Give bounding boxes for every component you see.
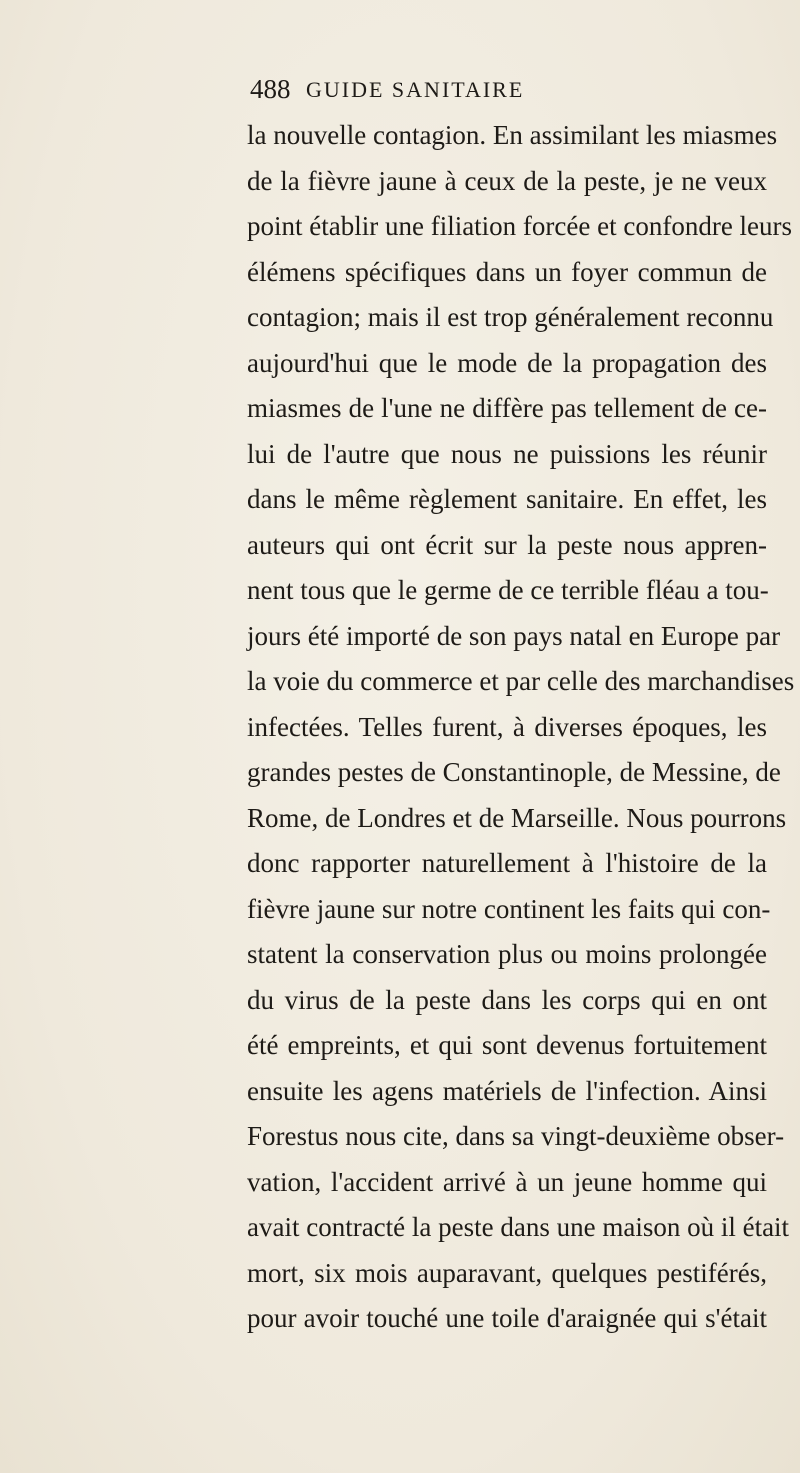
text-line: la voie du commerce et par celle des marchandises [247, 666, 795, 696]
text-line: nent tous que le germe de ce terrible fléau a tou- [247, 575, 769, 605]
text-line: donc rapporter naturellement à l'histoire de la [247, 848, 767, 878]
text-line: grandes pestes de Constantinople, de Messine, de [247, 757, 781, 787]
text-line: mort, six mois auparavant, quelques pestiférés, [247, 1257, 767, 1288]
text-line: Forestus nous cite, dans sa vingt-deuxième obser- [247, 1121, 785, 1151]
text-line: lui de l'autre que nous ne puissions les réunir [247, 438, 767, 469]
text-line: statent la conservation plus ou moins prolongée [247, 939, 767, 969]
page-header [250, 74, 750, 114]
text-line: du virus de la peste dans les corps qui en ont [247, 984, 767, 1015]
text-line: contagion; mais il est trop généralement reconnu [247, 302, 774, 332]
text-line: auteurs qui ont écrit sur la peste nous appren- [247, 529, 767, 560]
text-line: dans le même règlement sanitaire. En effet, les [247, 484, 767, 514]
text-line: Rome, de Londres et de Marseille. Nous pourrons [247, 802, 787, 833]
text-line: miasmes de l'une ne diffère pas tellement de ce- [247, 393, 767, 423]
text-line: fièvre jaune sur notre continent les faits qui con- [247, 893, 771, 924]
text-line: la nouvelle contagion. En assimilant les miasmes [247, 120, 778, 150]
text-line: pour avoir touché une toile d'araignée qui s'était [247, 1303, 767, 1333]
text-line: élémens spécifiques dans un foyer commun de [247, 256, 767, 287]
text-line: jours été importé de son pays natal en Europe par [247, 620, 781, 651]
text-line: avait contracté la peste dans une maison où il était [247, 1212, 790, 1242]
page-number: 488 [250, 74, 291, 104]
text-line: de la fièvre jaune à ceux de la peste, je ne veux [247, 165, 767, 196]
text-line: point établir une filiation forcée et confondre leurs [247, 211, 793, 241]
text-line: aujourd'hui que le mode de la propagation des [247, 347, 767, 378]
text-line: été empreints, et qui sont devenus fortuitement [247, 1030, 767, 1060]
running-head: GUIDE SANITAIRE [306, 77, 525, 102]
text-line: ensuite les agens matériels de l'infection. Ainsi [247, 1075, 767, 1106]
body-text [247, 113, 795, 1342]
text-line: vation, l'accident arrivé à un jeune homme qui [247, 1166, 767, 1197]
text-line: infectées. Telles furent, à diverses époques, les [247, 711, 767, 742]
